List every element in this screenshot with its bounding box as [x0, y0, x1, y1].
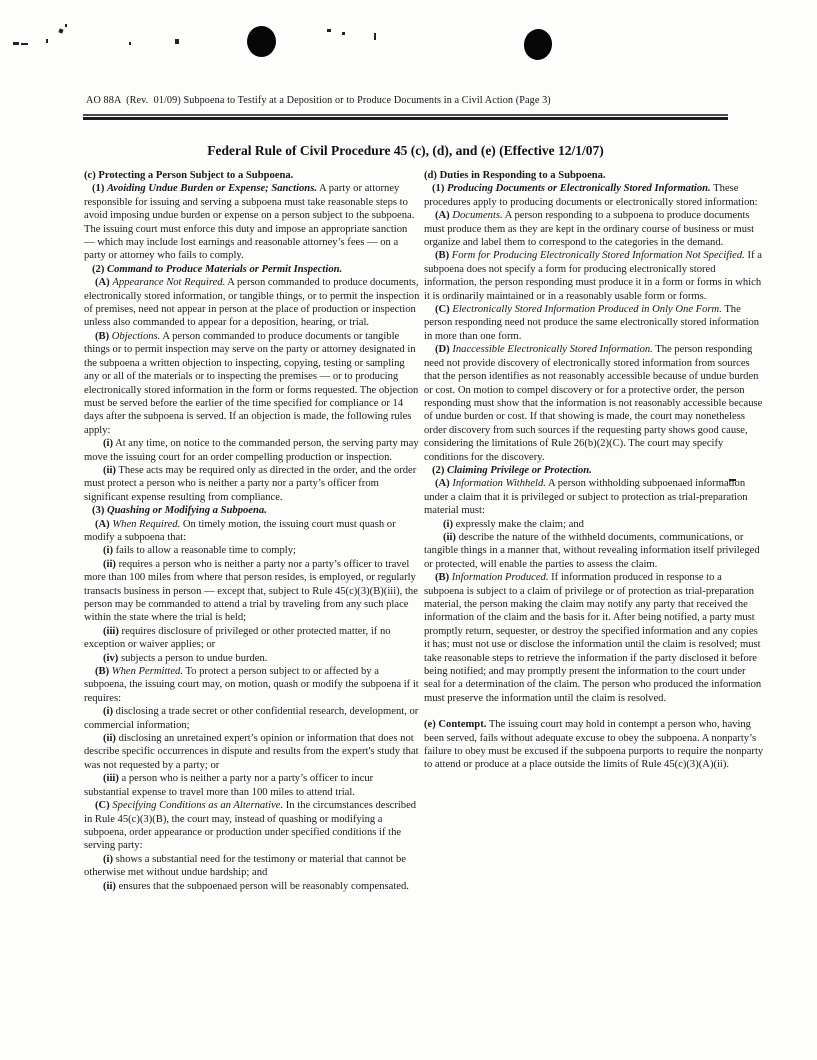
scan-speck: [21, 43, 28, 45]
rule-paragraph: (B) Information Produced. If information produced in response to a subpoena is subject to a claim of privilege or of protection as trial-preparation material, the person making the claim may notify any party that received the information of the claim and the basis for it. After being notified, a party must promptly return, sequester, or destroy the specified information and any copies it has; must not use or disclose the information until the claim is resolved; must take reasonable steps to retrieve the information if the party disclosed it before being notified; and may promptly present the information to the court under seal for a determination of the claim. The person who produced the information must preserve the information until the claim is resolved.: [424, 572, 762, 704]
rule-paragraph: (A) Documents. A person responding to a subpoena to produce documents must produce them as they are kept in the ordinary course of business or must organize and label them to correspond to the categories in the demand.: [424, 210, 755, 249]
scan-speck: [46, 39, 48, 43]
rule-paragraph: (B) Objections. A person commanded to produce documents or tangible things or to permit inspection may serve on the party or attorney designated in the subpoena a written objection to inspecting, copying, testing or sampling any or all of the materials or to inspecting the premises — or to producing electronically stored information in the form or forms requested. The objection must be served before the earlier of the time specified for compliance or 14 days after the subpoena is served. If an objection is made, the following rules apply:: [84, 330, 419, 436]
rule-paragraph: (i) fails to allow a reasonable time to comply;: [103, 545, 296, 557]
header-rule-bottom-line: [83, 117, 728, 120]
rule-paragraph: (B) Form for Producing Electronically Stored Information Not Specified. If a subpoena does not specify a form for producing electronically stored information, the person responding must produce it in a form or forms in which it is ordinarily maintained or in a reasonably usable form or forms.: [424, 250, 762, 302]
scan-speck: [327, 29, 331, 32]
rule-paragraph: (d) Duties in Responding to a Subpoena.: [424, 170, 606, 181]
rule-paragraph: (iii) requires disclosure of privileged or other protected matter, if no exception or waiver applies; or: [84, 625, 391, 651]
scan-speck: [13, 42, 19, 45]
form-header-text: AO 88A (Rev. 01/09) Subpoena to Testify at a Deposition or to Produce Documents in a Civil Action (Page 3): [86, 95, 551, 106]
header-rule-top-line: [83, 114, 728, 116]
scan-speck: [129, 42, 131, 45]
rule-paragraph: (1) Avoiding Undue Burden or Expense; Sanctions. A party or attorney responsible for issuing and serving a subpoena must take reasonable steps to avoid imposing undue burden or expense on a person subject to the subpoena. The issuing court must enforce this duty and impose an appropriate sanction — which may include lost earnings and reasonable attorney’s fees — on a party or attorney who fails to comply.: [84, 183, 415, 262]
rule-paragraph: (2) Claiming Privilege or Protection.: [432, 464, 592, 476]
rule-paragraph: (A) When Required. On timely motion, the issuing court must quash or modify a subpoena that:: [84, 518, 396, 543]
rule-paragraph: (B) When Permitted. To protect a person subject to or affected by a subpoena, the issuing court may, on motion, quash or modify the subpoena if it requires:: [84, 666, 419, 704]
rule-paragraph: (i) disclosing a trade secret or other confidential research, development, or commercial information;: [84, 706, 419, 731]
header-rule: [83, 114, 728, 120]
rule-paragraph: (C) Specifying Conditions as an Alternative. In the circumstances described in Rule 45(c)(3)(B), the court may, instead of quashing or modifying a subpoena, order appearance or production under specified conditions if the serving party:: [84, 800, 417, 852]
hole-punch-left: [247, 26, 276, 57]
rule-paragraph: (i) expressly make the claim; and: [443, 518, 584, 530]
rule-paragraph: (ii) requires a person who is neither a party nor a party’s officer to travel more than 100 miles from where that person resides, is employed, or regularly transacts business in person — except that, subject to Rule 45(c)(3)(B)(iii), the person may be commanded to attend a trial by traveling from any such place within the state where the trial is held;: [84, 558, 418, 624]
rule-paragraph: (ii) These acts may be required only as directed in the order, and the order must protect a person who is neither a party nor a party’s officer from significant expense resulting from compliance.: [84, 464, 417, 503]
right-column: [424, 169, 764, 893]
rule-text-columns: [84, 169, 764, 893]
rule-paragraph: (i) At any time, on notice to the commanded person, the serving party may move the issuing court for an order compelling production or inspection.: [84, 438, 419, 463]
rule-paragraph: (D) Inaccessible Electronically Stored Information. The person responding need not provide discovery of electronically stored information from sources that the person identifies as not reasonably accessible because of undue burden or cost. On motion to compel discovery or for a protective order, the person responding must show that the information is not reasonably accessible because of undue burden or cost. If that showing is made, the court may nonetheless order discovery from such sources if the requesting party shows good cause, considering the limitations of Rule 26(b)(2)(C). The court may specify conditions for the discovery.: [424, 344, 763, 463]
rule-paragraph: (ii) describe the nature of the withheld documents, communications, or tangible things in a manner that, without revealing information itself privileged or protected, will enable the parties to assess the claim.: [424, 531, 760, 570]
rule-paragraph: (iv) subjects a person to undue burden.: [103, 652, 268, 664]
rule-paragraph: (c) Protecting a Person Subject to a Subpoena.: [84, 170, 294, 181]
rule-paragraph: (ii) disclosing an unretained expert’s opinion or information that does not describe specific occurrences in dispute and results from the expert's study that was not requested by a party; or: [84, 733, 419, 771]
scan-speck: [342, 32, 345, 35]
page-title: Federal Rule of Civil Procedure 45 (c), (d), and (e) (Effective 12/1/07): [207, 143, 604, 158]
rule-paragraph: (e) Contempt. The issuing court may hold in contempt a person who, having been served, fails without adequate excuse to obey the subpoena. A nonparty’s failure to obey must be excused if the subpoena purports to require the nonparty to attend or produce at a place outside the limits of Rule 45(c)(3)(A)(ii).: [424, 719, 764, 771]
scan-speck: [374, 33, 376, 40]
rule-paragraph: (ii) ensures that the subpoenaed person will be reasonably compensated.: [103, 880, 409, 892]
scan-speck: [175, 39, 179, 44]
rule-paragraph: (C) Electronically Stored Information Produced in Only One Form. The person responding need not produce the same electronically stored information in more than one form.: [424, 304, 760, 342]
rule-paragraph: (i) shows a substantial need for the testimony or material that cannot be otherwise met without undue hardship; and: [84, 853, 407, 879]
left-column: [84, 169, 420, 893]
rule-paragraph: (A) Information Withheld. A person withholding subpoenaed information under a claim that it is privileged or subject to protection as trial-preparation material must:: [424, 478, 748, 517]
scan-speck: [58, 28, 63, 33]
hole-punch-right: [522, 27, 554, 62]
rule-paragraph: (2) Command to Produce Materials or Permit Inspection.: [92, 263, 343, 275]
rule-paragraph: (3) Quashing or Modifying a Subpoena.: [92, 505, 267, 517]
rule-paragraph: (A) Appearance Not Required. A person commanded to produce documents, electronically stored information, or tangible things, or to permit the inspection of premises, need not appear in person at the place of production or inspection unless also commanded to appear for a deposition, hearing, or trial.: [84, 277, 420, 329]
rule-paragraph: (1) Producing Documents or Electronically Stored Information. These procedures apply to producing documents or electronically stored information:: [424, 183, 758, 208]
rule-paragraph: (iii) a person who is neither a party nor a party’s officer to incur substantial expense to travel more than 100 miles to attend trial.: [84, 773, 374, 798]
scan-speck: [65, 24, 67, 27]
